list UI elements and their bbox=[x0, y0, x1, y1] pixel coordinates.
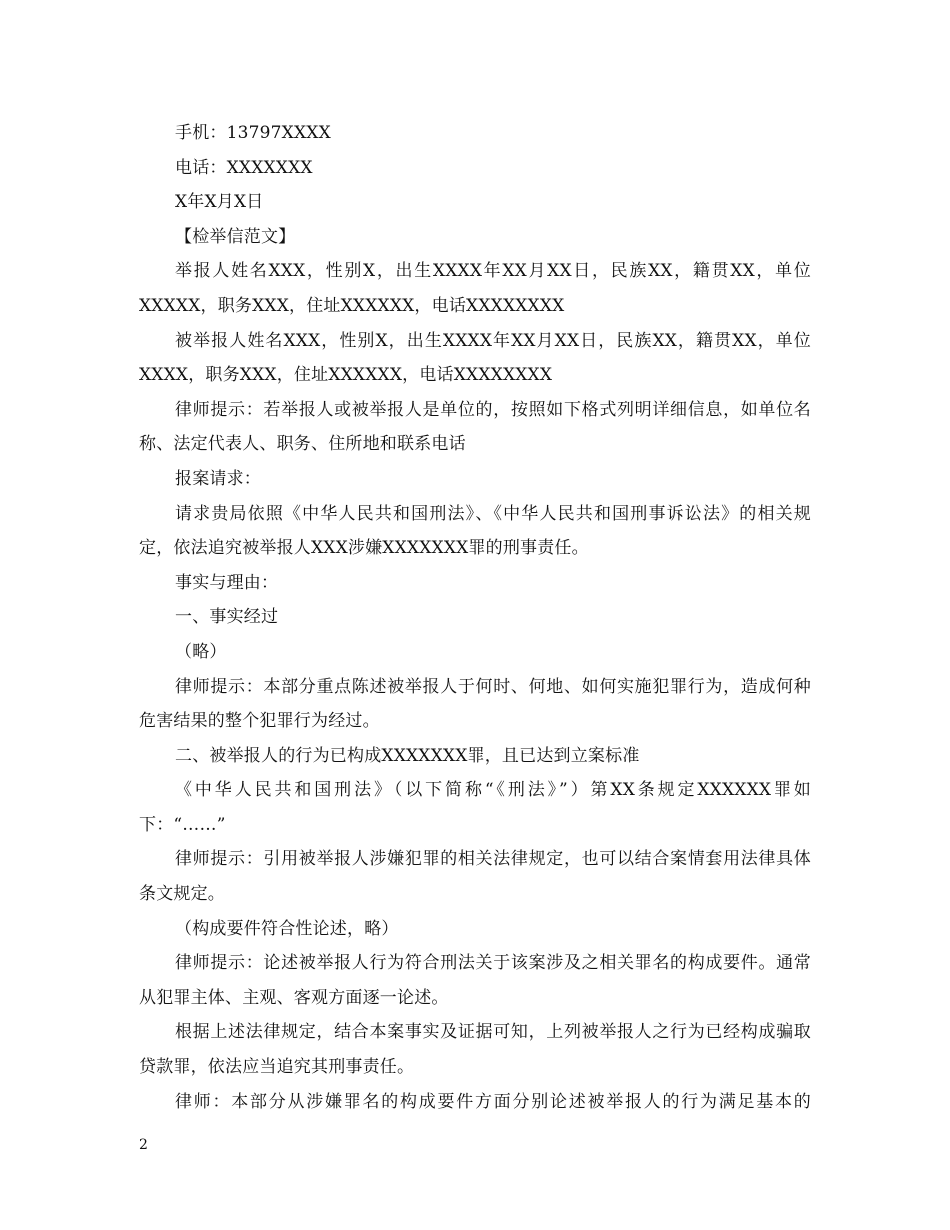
facts-reasons-heading: 事实与理由： bbox=[175, 572, 279, 593]
request-heading: 报案请求： bbox=[175, 468, 261, 489]
reported-person-info: 被举报人姓名XXX，性别X，出生XXXX年XX月XX日，民族XX，籍贯XX，单位XXXX，职务XXX，住址XXXXXX，电话XXXXXXXX bbox=[139, 330, 811, 386]
lawyer-tip-entity: 律师提示：若举报人或被举报人是单位的，按照如下格式列明详细信息，如单位名称、法定代表人、职务、住所地和联系电话 bbox=[139, 399, 811, 455]
facts-subheading: 一、事实经过 bbox=[175, 607, 279, 628]
document-body bbox=[139, 116, 811, 1119]
reporter-info: 举报人姓名XXX，性别X，出生XXXX年XX月XX日，民族XX，籍贯XX，单位XXXXX，职务XXX，住址XXXXXX，电话XXXXXXXX bbox=[139, 261, 811, 316]
lawyer-tip-law: 律师提示：引用被举报人涉嫌犯罪的相关法律规定，也可以结合案情套用法律具体条文规定。 bbox=[139, 849, 811, 905]
lawyer-tip-elements: 律师提示：论述被举报人行为符合刑法关于该案涉及之相关罪名的构成要件。通常从犯罪主体、主观、客观方面逐一论述。 bbox=[139, 953, 811, 1008]
lawyer-note-partial: 律师：本部分从涉嫌罪名的构成要件方面分别论述被举报人的行为满足基本的 bbox=[175, 1091, 811, 1112]
section-heading: 【检举信范文】 bbox=[175, 226, 296, 247]
criminal-law-citation: 《中华人民共和国刑法》（以下简称“《刑法》”）第XX条规定XXXXXX罪如下：“……” bbox=[139, 780, 811, 835]
elements-omitted: （构成要件符合性论述，略） bbox=[175, 918, 399, 939]
request-body: 请求贵局依照《中华人民共和国刑法》、《中华人民共和国刑事诉讼法》的相关规定，依法追究被举报人XXX涉嫌XXXXXXX罪的刑事责任。 bbox=[139, 503, 811, 559]
conclusion-paragraph: 根据上述法律规定，结合本案事实及证据可知，上列被举报人之行为已经构成骗取贷款罪，依法应当追究其刑事责任。 bbox=[139, 1022, 811, 1078]
facts-omitted: （略） bbox=[175, 641, 227, 662]
page-number: 2 bbox=[139, 1137, 148, 1153]
lawyer-tip-facts: 律师提示：本部分重点陈述被举报人于何时、何地、如何实施犯罪行为，造成何种危害结果的整个犯罪行为经过。 bbox=[139, 676, 811, 732]
crime-subheading: 二、被举报人的行为已构成XXXXXXX罪，且已达到立案标准 bbox=[175, 745, 640, 766]
date-line: X年X月X日 bbox=[175, 192, 264, 213]
telephone-line: 电话：XXXXXXX bbox=[175, 157, 313, 178]
phone-line: 手机：13797XXXX bbox=[175, 123, 331, 143]
